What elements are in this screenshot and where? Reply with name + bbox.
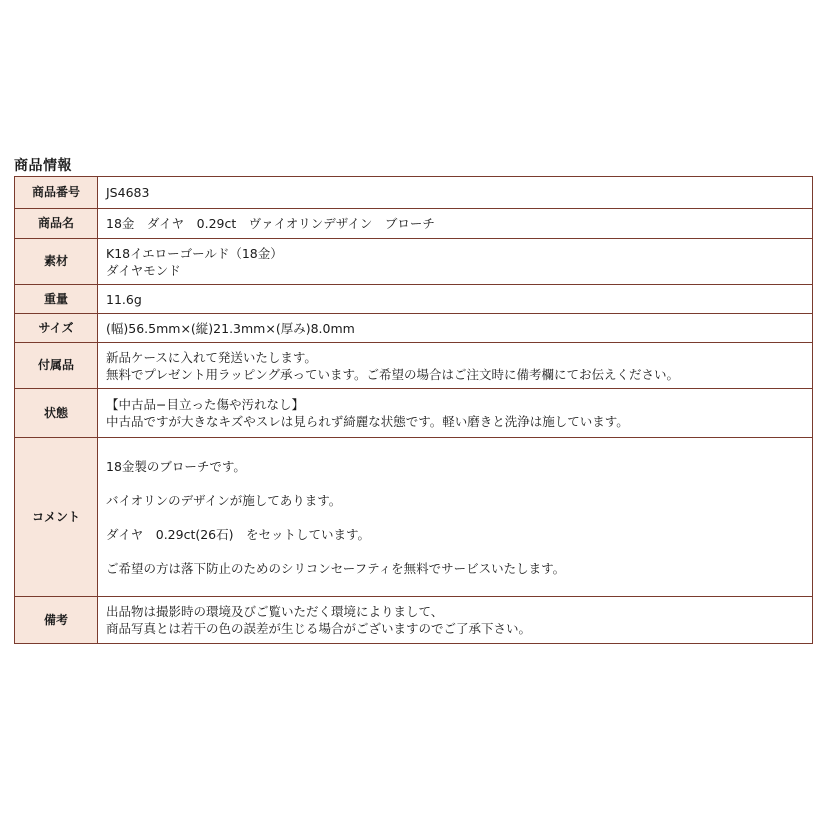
row-value [98,209,813,239]
row-label: サイズ [15,314,98,343]
row-label: 付属品 [15,343,98,389]
table-row-material [15,239,813,285]
table-row-weight [15,285,813,314]
table-row-accessories [15,343,813,389]
table-row-remarks [15,597,813,644]
value-line: 11.6g [106,291,142,307]
row-label: コメント [15,438,98,597]
value-line: JS4683 [106,185,150,200]
value-line: K18イエローゴールド（18金） [106,245,283,261]
section-title: 商品情報 [14,158,72,174]
value-line: 商品写真とは若干の色の誤差が生じる場合がございますのでご了承下さい。 [106,621,532,636]
value-line: ダイヤ 0.29ct(26石) をセットしています。 [106,526,371,542]
row-value [98,285,813,314]
value-line: 【中古品−目立った傷や汚れなし】 [106,397,304,412]
value-line: ご希望の方は落下防止のためのシリコンセーフティを無料でサービスいたします。 [106,560,566,576]
value-line: 出品物は撮影時の環境及びご覧いただく環境によりまして、 [106,604,444,619]
row-value [98,343,813,389]
value-line: ダイヤモンド [106,262,181,278]
value-line: バイオリンのデザインが施してあります。 [106,492,342,508]
row-value [98,239,813,285]
value-line: 18金製のブローチです。 [106,458,246,474]
product-info-table [14,176,813,644]
row-value [98,177,813,209]
value-line: 新品ケースに入れて発送いたします。 [106,349,317,365]
row-label: 素材 [15,239,98,285]
blank-line [106,543,804,560]
blank-line [106,509,804,526]
table-row-product-number [15,177,813,209]
table-row-condition [15,389,813,438]
value-line: 無料でプレゼント用ラッピング承っています。ご希望の場合はご注文時に備考欄にてお伝えください。 [106,366,680,382]
value-line: 中古品ですが大きなキズやスレは見られず綺麗な状態です。軽い磨きと洗浄は施しています。 [106,414,629,429]
table-row-product-name [15,209,813,239]
value-line: (幅)56.5mm×(縦)21.3mm×(厚み)8.0mm [106,320,355,336]
row-label: 備考 [15,597,98,644]
row-label: 状態 [15,389,98,438]
value-line: 18金 ダイヤ 0.29ct ヴァイオリンデザイン ブローチ [106,216,435,231]
blank-line [106,475,804,492]
row-label: 商品名 [15,209,98,239]
row-value [98,597,813,644]
row-value [98,314,813,343]
row-label: 商品番号 [15,177,98,209]
row-value [98,389,813,438]
row-label: 重量 [15,285,98,314]
table-row-comment [15,438,813,597]
row-value [98,438,813,597]
table-row-size [15,314,813,343]
